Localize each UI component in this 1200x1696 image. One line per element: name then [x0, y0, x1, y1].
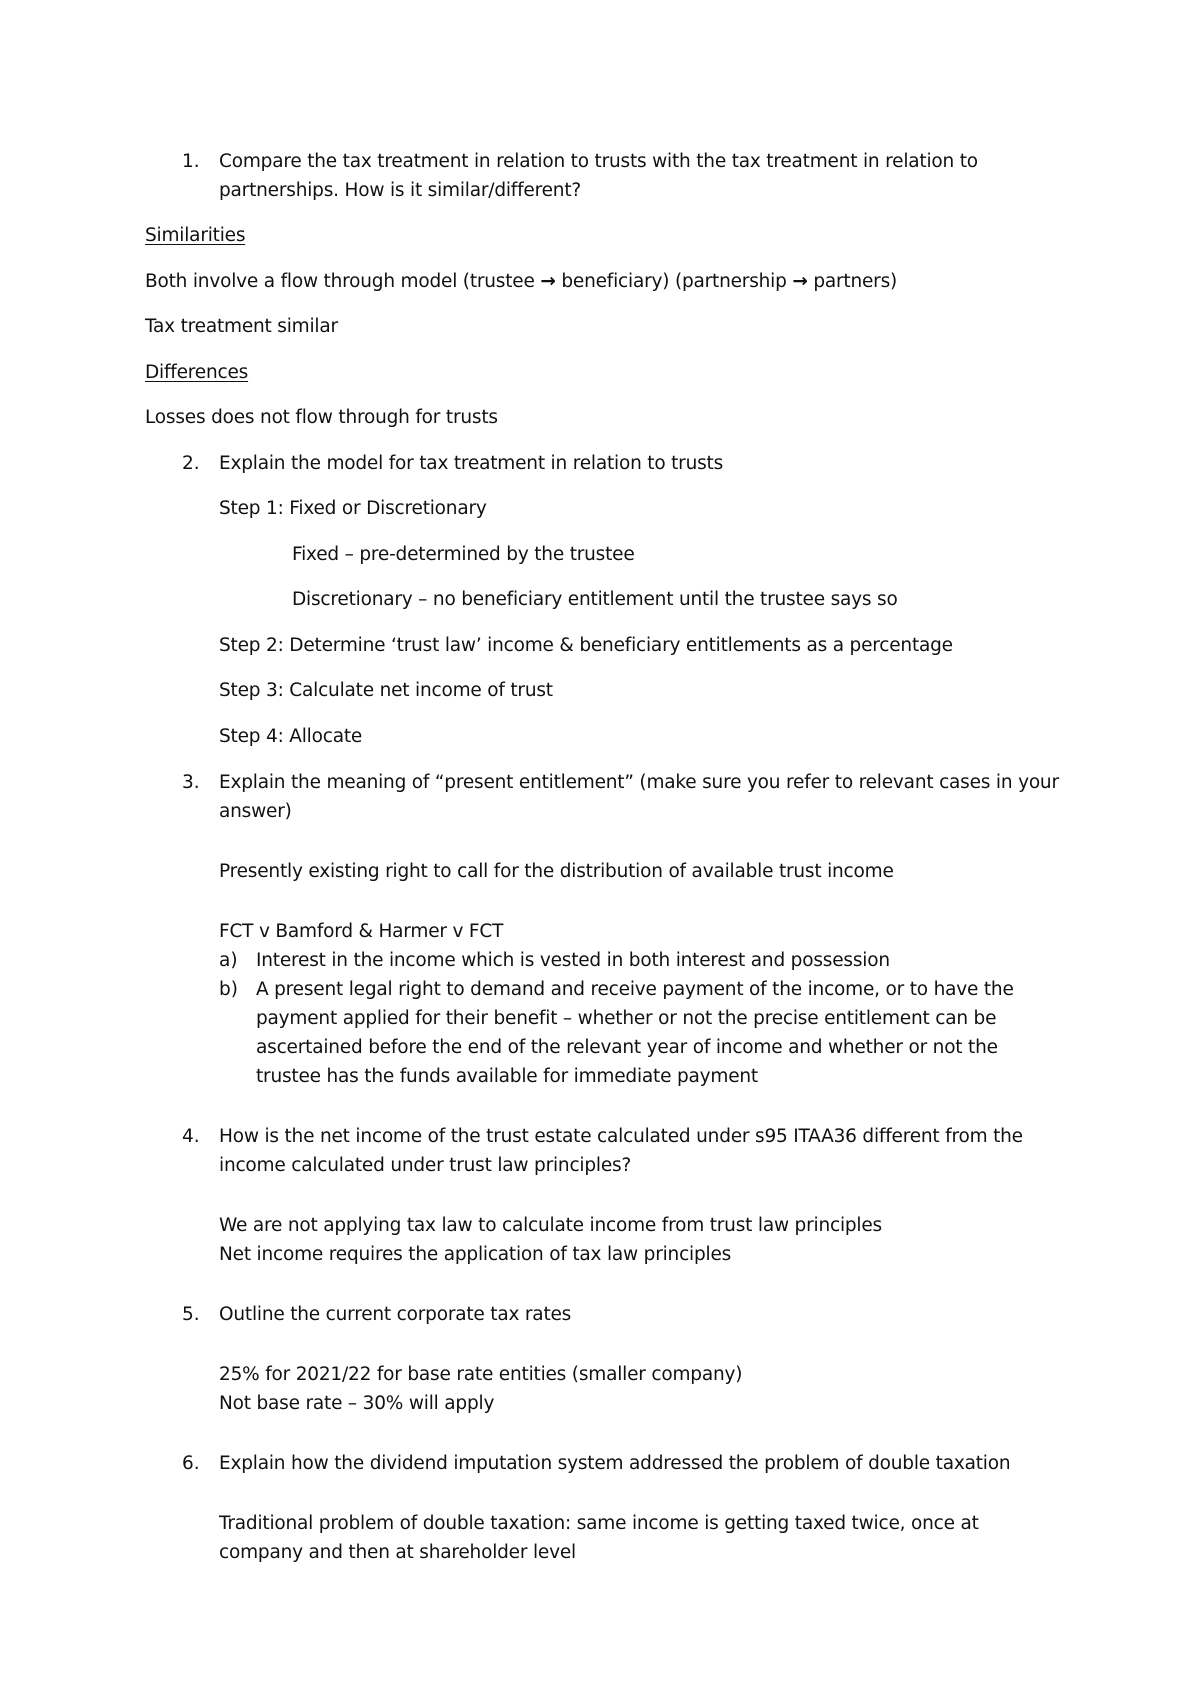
q2-number: 2.	[182, 453, 200, 474]
q1-line-2: partnerships. How is it similar/different?	[219, 180, 581, 201]
q3-line-2: answer)	[219, 801, 292, 822]
step-3: Step 3: Calculate net income of trust	[219, 680, 553, 701]
q4-number: 4.	[182, 1126, 200, 1147]
list-label-b: b)	[219, 979, 238, 1000]
q1-number: 1.	[182, 151, 200, 172]
q5-answer-2: Not base rate – 30% will apply	[219, 1393, 495, 1414]
q2-question: Explain the model for tax treatment in relation to trusts	[219, 453, 724, 474]
list-label-a: a)	[219, 950, 238, 971]
q5-number: 5.	[182, 1304, 200, 1325]
arrow-right-icon: →	[792, 271, 808, 292]
q5-question: Outline the current corporate tax rates	[219, 1304, 572, 1325]
losses-text: Losses does not flow through for trusts	[145, 407, 498, 428]
arrow-right-icon: →	[540, 271, 556, 292]
q3-number: 3.	[182, 772, 200, 793]
list-item-b-line-3: ascertained before the end of the relevant year of income and whether or not the	[256, 1037, 998, 1058]
q5-answer-1: 25% for 2021/22 for base rate entities (smaller company)	[219, 1364, 743, 1385]
list-item-b-line-2: payment applied for their benefit – whether or not the precise entitlement can be	[256, 1008, 997, 1029]
list-item-b-line-4: trustee has the funds available for immediate payment	[256, 1066, 758, 1087]
q3-answer: Presently existing right to call for the distribution of available trust income	[219, 861, 894, 882]
q6-number: 6.	[182, 1453, 200, 1474]
q6-question: Explain how the dividend imputation system addressed the problem of double taxation	[219, 1453, 1011, 1474]
tax-treatment-similar: Tax treatment similar	[145, 316, 338, 337]
q4-answer-2: Net income requires the application of tax law principles	[219, 1244, 732, 1265]
list-item-a: Interest in the income which is vested in both interest and possession	[256, 950, 890, 971]
step-2: Step 2: Determine ‘trust law’ income & beneficiary entitlements as a percentage	[219, 635, 953, 656]
similarities-heading: Similarities	[145, 225, 246, 246]
step-4: Step 4: Allocate	[219, 726, 363, 747]
flow-text-a: Both involve a flow through model (trustee	[145, 271, 541, 292]
q4-line-2: income calculated under trust law principles?	[219, 1155, 632, 1176]
fixed-definition: Fixed – pre-determined by the trustee	[292, 544, 635, 565]
differences-heading: Differences	[145, 362, 249, 383]
q3-cases: FCT v Bamford & Harmer v FCT	[219, 921, 504, 942]
step-1: Step 1: Fixed or Discretionary	[219, 498, 487, 519]
q3-line-1: Explain the meaning of “present entitlement” (make sure you refer to relevant cases in your	[219, 772, 1059, 793]
q6-answer-2: company and then at shareholder level	[219, 1542, 576, 1563]
q6-answer-1: Traditional problem of double taxation: same income is getting taxed twice, once at	[219, 1513, 979, 1534]
flow-text-c: partners)	[807, 271, 898, 292]
discretionary-definition: Discretionary – no beneficiary entitlement until the trustee says so	[292, 589, 898, 610]
flow-through-line	[145, 270, 897, 294]
q1-line-1: Compare the tax treatment in relation to trusts with the tax treatment in relation to	[219, 151, 978, 172]
q4-line-1: How is the net income of the trust estate calculated under s95 ITAA36 different from the	[219, 1126, 1023, 1147]
list-item-b-line-1: A present legal right to demand and receive payment of the income, or to have the	[256, 979, 1014, 1000]
q4-answer-1: We are not applying tax law to calculate income from trust law principles	[219, 1215, 882, 1236]
flow-text-b: beneficiary) (partnership	[555, 271, 793, 292]
